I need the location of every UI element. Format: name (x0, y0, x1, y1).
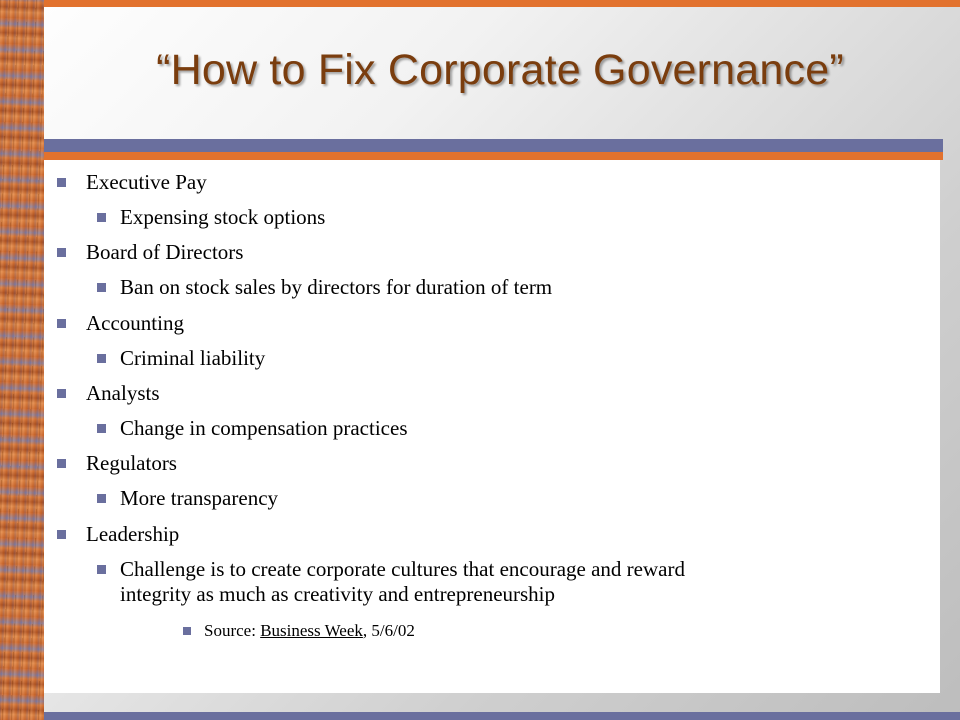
top-accent-stripe (0, 0, 960, 7)
square-bullet-icon (97, 494, 106, 503)
square-bullet-icon (57, 530, 66, 539)
bullet-regulators (86, 451, 177, 476)
bullet-text: Criminal liability (120, 346, 266, 370)
source-publication: Business Week (260, 621, 363, 640)
source-prefix: Source: (204, 621, 261, 640)
bullet-text: Board of Directors (86, 240, 244, 264)
bullet-executive-pay (86, 170, 207, 195)
bullet-text: Expensing stock options (120, 205, 326, 229)
bullet-text: Leadership (86, 522, 180, 546)
bullet-text: Regulators (86, 451, 177, 475)
square-bullet-icon (57, 178, 66, 187)
left-decorative-texture (0, 0, 44, 720)
bullet-text: Analysts (86, 381, 160, 405)
bullet-analysts (86, 381, 160, 406)
title-divider-blue (44, 139, 943, 152)
square-bullet-icon (57, 319, 66, 328)
bullet-text: More transparency (120, 486, 279, 510)
bullet-text-line-2: integrity as much as creativity and entrepreneurship (120, 582, 556, 606)
bullet-leadership (86, 522, 179, 547)
source-date: , 5/6/02 (362, 621, 415, 640)
square-bullet-icon (57, 248, 66, 257)
subbullet-challenge (120, 557, 685, 607)
bullet-text-line-1: Challenge is to create corporate cultures that encourage and reward (120, 557, 685, 581)
bullet-text: Executive Pay (86, 170, 207, 194)
source-citation (204, 621, 415, 641)
square-bullet-icon (97, 424, 106, 433)
subbullet-ban-on-stock-sales (120, 275, 552, 300)
bullet-accounting (86, 311, 184, 336)
bullet-board-of-directors (86, 240, 243, 265)
subbullet-expensing-stock-options (120, 205, 325, 230)
subbullet-more-transparency (120, 486, 278, 511)
square-bullet-icon (97, 283, 106, 292)
square-bullet-icon (97, 354, 106, 363)
square-bullet-icon (183, 627, 191, 635)
slide-content-panel (44, 160, 940, 693)
square-bullet-icon (97, 213, 106, 222)
subbullet-criminal-liability (120, 346, 265, 371)
subbullet-compensation-practices (120, 416, 408, 441)
title-divider-orange (44, 152, 943, 160)
slide-title: “How to Fix Corporate Governance” (156, 46, 844, 94)
bottom-accent-stripe (44, 712, 960, 720)
bullet-text: Ban on stock sales by directors for duration of term (120, 275, 553, 299)
bullet-text: Change in compensation practices (120, 416, 408, 440)
bullet-text: Accounting (86, 311, 184, 335)
square-bullet-icon (57, 459, 66, 468)
square-bullet-icon (97, 565, 106, 574)
square-bullet-icon (57, 389, 66, 398)
